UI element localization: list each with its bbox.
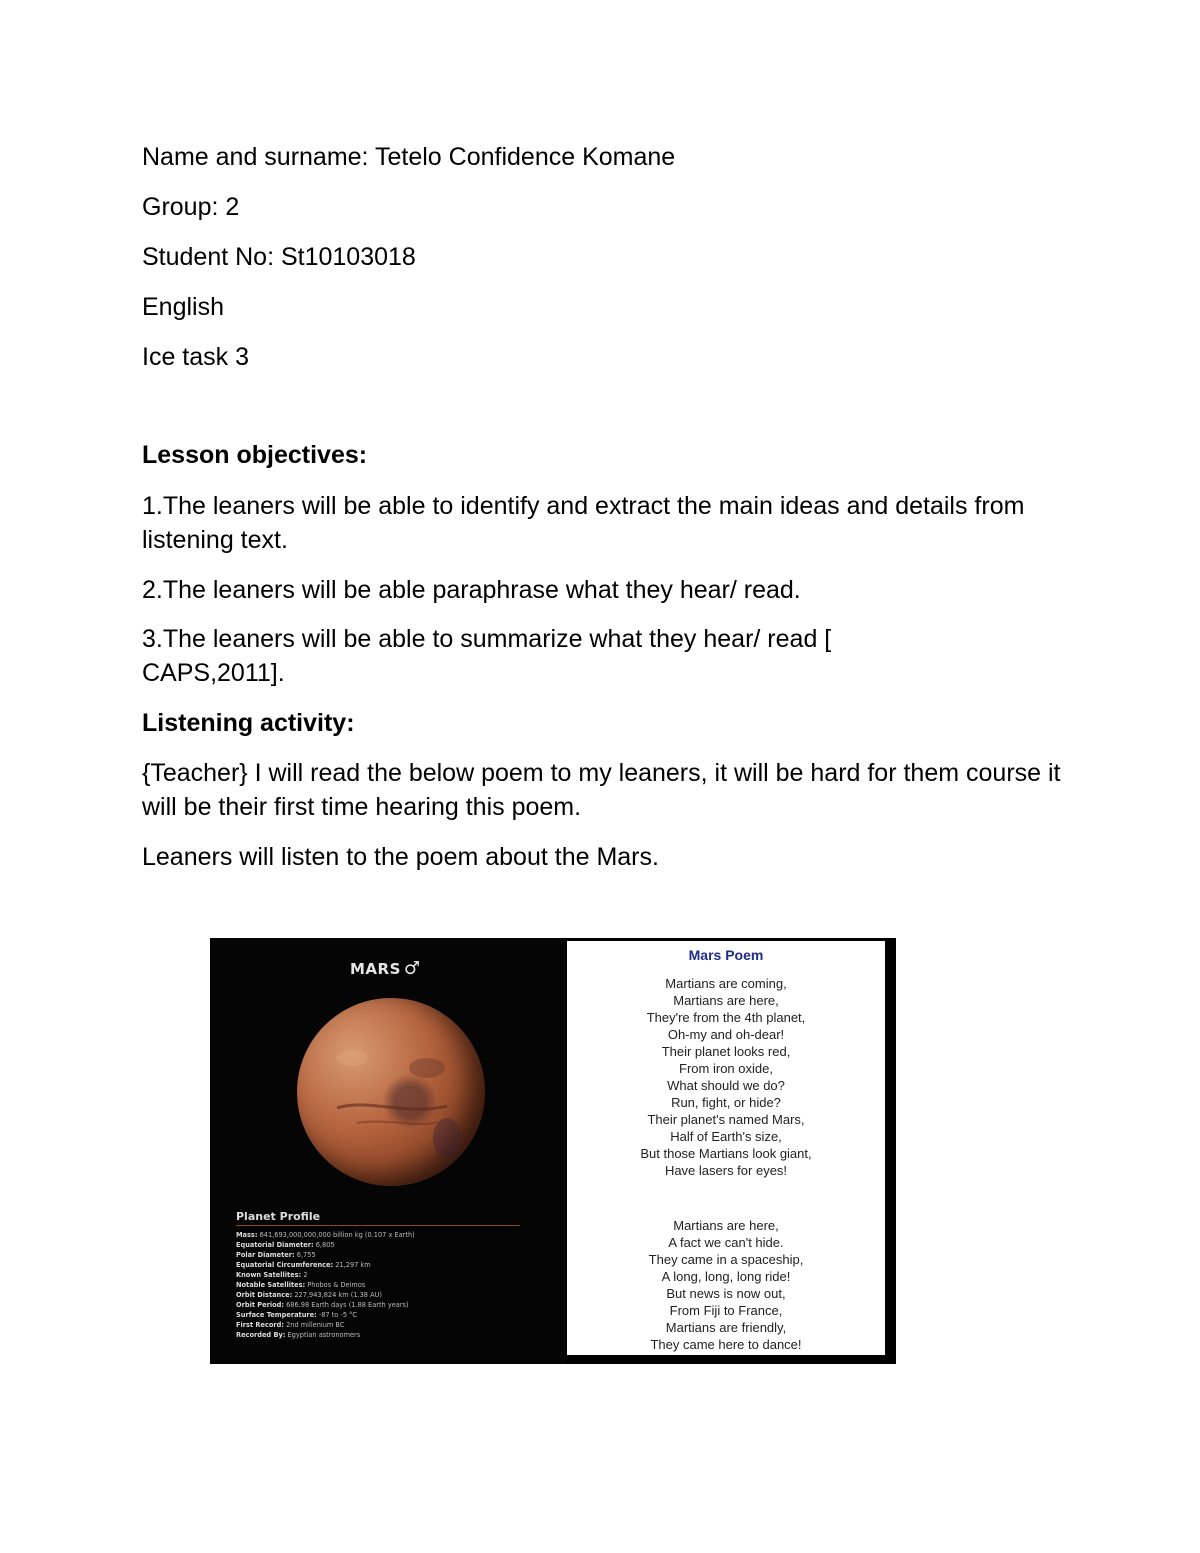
profile-row — [236, 1320, 556, 1330]
group-line: Group: 2 — [142, 193, 240, 221]
profile-row — [236, 1250, 556, 1260]
profile-value: Egyptian astronomers — [285, 1331, 361, 1339]
poem-line: Have lasers for eyes! — [664, 1163, 788, 1178]
profile-label: Recorded By: — [236, 1331, 286, 1339]
profile-value: 686.98 Earth days (1.88 Earth years) — [284, 1301, 409, 1309]
planet-title — [350, 958, 421, 979]
profile-row — [236, 1310, 556, 1320]
poem-line: They came in a spaceship, — [648, 1252, 804, 1267]
poem-line: But those Martians look giant, — [640, 1146, 812, 1161]
profile-label: Equatorial Circumference: — [236, 1261, 334, 1269]
objective-1: 1.The leaners will be able to identify and extract the main ideas and details from listening text. — [142, 492, 1025, 554]
listening-paragraph-2: Leaners will listen to the poem about the Mars. — [142, 843, 659, 871]
profile-label: Polar Diameter: — [236, 1251, 295, 1259]
profile-value: -87 to -5 °C — [316, 1311, 358, 1319]
objective-2: 2.The leaners will be able paraphrase what they hear/ read. — [142, 576, 801, 604]
name-line: Name and surname: Tetelo Confidence Komane — [142, 143, 676, 171]
profile-label: Orbit Period: — [236, 1301, 284, 1309]
task-line: Ice task 3 — [142, 343, 249, 371]
poem-line: What should we do? — [667, 1078, 785, 1093]
poem-line: Martians are coming, — [665, 976, 787, 991]
poem-line: Martians are friendly, — [665, 1320, 787, 1335]
profile-value: Phobos & Deimos — [305, 1281, 366, 1289]
planet-profile-list — [236, 1230, 556, 1340]
profile-label: Known Satellites: — [236, 1271, 302, 1279]
listening-heading: Listening activity: — [142, 709, 355, 737]
poem-panel — [567, 941, 885, 1355]
objectives-heading: Lesson objectives: — [142, 441, 368, 469]
mars-poem-image — [210, 938, 896, 1364]
profile-row — [236, 1270, 556, 1280]
poem-line: A long, long, long ride! — [661, 1269, 791, 1284]
profile-label: First Record: — [236, 1321, 284, 1329]
poem-stanza-1 — [567, 975, 885, 1179]
profile-row — [236, 1280, 556, 1290]
profile-label: Orbit Distance: — [236, 1291, 293, 1299]
profile-value: 227,943,824 km (1.38 AU) — [292, 1291, 383, 1299]
poem-line: They're from the 4th planet, — [646, 1010, 806, 1025]
poem-line: Martians are here, — [673, 1218, 779, 1233]
poem-title: Mars Poem — [688, 947, 764, 963]
objective-3: 3.The leaners will be able to summarize what they hear/ read [ CAPS,2011]. — [142, 625, 832, 687]
mars-info-panel — [210, 938, 566, 1364]
poem-line: A fact we can't hide. — [668, 1235, 784, 1250]
profile-row — [236, 1240, 556, 1250]
profile-row — [236, 1300, 556, 1310]
planet-surface-detail — [297, 998, 485, 1186]
profile-row — [236, 1260, 556, 1270]
subject-line: English — [142, 293, 224, 321]
profile-label: Mass: — [236, 1231, 258, 1239]
profile-value: 6,805 — [313, 1241, 335, 1249]
poem-line: Martians are here, — [673, 993, 779, 1008]
profile-row — [236, 1330, 556, 1340]
profile-value: 6,755 — [294, 1251, 316, 1259]
profile-label: Surface Temperature: — [236, 1311, 317, 1319]
profile-row — [236, 1230, 556, 1240]
poem-line: From iron oxide, — [679, 1061, 773, 1076]
profile-value: 641,693,000,000,000 billion kg (0.107 x Earth) — [257, 1231, 415, 1239]
mars-symbol-icon: ♂ — [403, 958, 421, 979]
planet-profile-heading: Planet Profile — [236, 1210, 321, 1223]
profile-value: 2 — [301, 1271, 308, 1279]
poem-line: From Fiji to France, — [669, 1303, 783, 1318]
poem-line: Their planet's named Mars, — [647, 1112, 805, 1127]
poem-stanza-2 — [567, 1217, 885, 1353]
profile-value: 2nd millenium BC — [284, 1321, 345, 1329]
poem-line: Half of Earth's size, — [670, 1129, 782, 1144]
poem-line: But news is now out, — [666, 1286, 786, 1301]
profile-divider — [236, 1225, 520, 1226]
poem-line: Their planet looks red, — [661, 1044, 791, 1059]
planet-name: MARS — [350, 960, 401, 978]
listening-paragraph-1: {Teacher} I will read the below poem to my leaners, it will be hard for them course it will be their first time hearing this poem. — [142, 759, 1061, 821]
poem-line: They came here to dance! — [650, 1337, 802, 1352]
poem-line: Run, fight, or hide? — [671, 1095, 781, 1110]
poem-line: Oh-my and oh-dear! — [667, 1027, 785, 1042]
profile-value: 21,297 km — [333, 1261, 371, 1269]
profile-label: Equatorial Diameter: — [236, 1241, 314, 1249]
profile-row — [236, 1290, 556, 1300]
student-number-line: Student No: St10103018 — [142, 243, 416, 271]
profile-label: Notable Satellites: — [236, 1281, 306, 1289]
